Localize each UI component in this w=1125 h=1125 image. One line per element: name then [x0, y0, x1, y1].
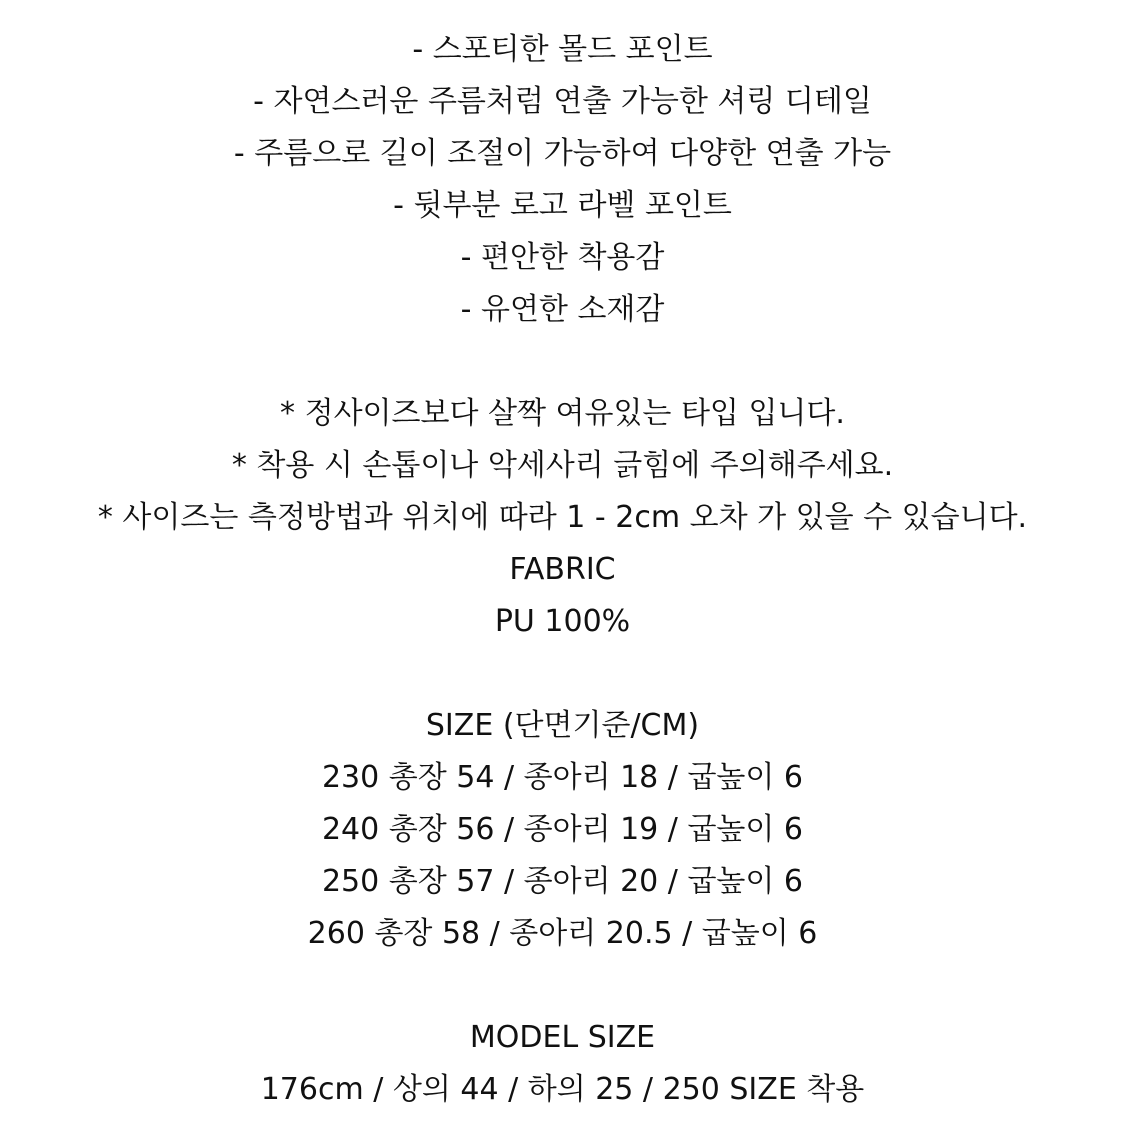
- spacer: [0, 960, 1125, 1012]
- feature-line: - 유연한 소재감: [460, 292, 665, 327]
- note-line: * 착용 시 손톱이나 악세사리 긁힘에 주의해주세요.: [231, 448, 894, 483]
- size-heading: SIZE (단면기준/CM): [425, 708, 700, 743]
- model-size-value: 176cm / 상의 44 / 하의 25 / 250 SIZE 착용: [260, 1072, 865, 1107]
- feature-line: - 주름으로 길이 조절이 가능하여 다양한 연출 가능: [233, 136, 892, 171]
- fabric-heading: FABRIC: [509, 552, 616, 587]
- size-row: 260 총장 58 / 종아리 20.5 / 굽높이 6: [307, 916, 818, 951]
- size-row: 230 총장 54 / 종아리 18 / 굽높이 6: [321, 760, 804, 795]
- feature-line: - 자연스러운 주름처럼 연출 가능한 셔링 디테일: [253, 84, 872, 119]
- note-line: * 정사이즈보다 살짝 여유있는 타입 입니다.: [280, 396, 845, 431]
- size-row: 240 총장 56 / 종아리 19 / 굽높이 6: [321, 812, 804, 847]
- spacer: [0, 336, 1125, 388]
- model-size-heading: MODEL SIZE: [469, 1020, 656, 1055]
- size-row: 250 총장 57 / 종아리 20 / 굽높이 6: [321, 864, 804, 899]
- note-line: * 사이즈는 측정방법과 위치에 따라 1 - 2cm 오차 가 있을 수 있습니다.: [97, 500, 1028, 535]
- product-detail-text: [0, 24, 1125, 1116]
- fabric-value: PU 100%: [494, 604, 631, 639]
- feature-line: - 뒷부분 로고 라벨 포인트: [393, 188, 732, 223]
- spacer: [0, 648, 1125, 700]
- feature-line: - 스포티한 몰드 포인트: [412, 32, 713, 67]
- feature-line: - 편안한 착용감: [460, 240, 665, 275]
